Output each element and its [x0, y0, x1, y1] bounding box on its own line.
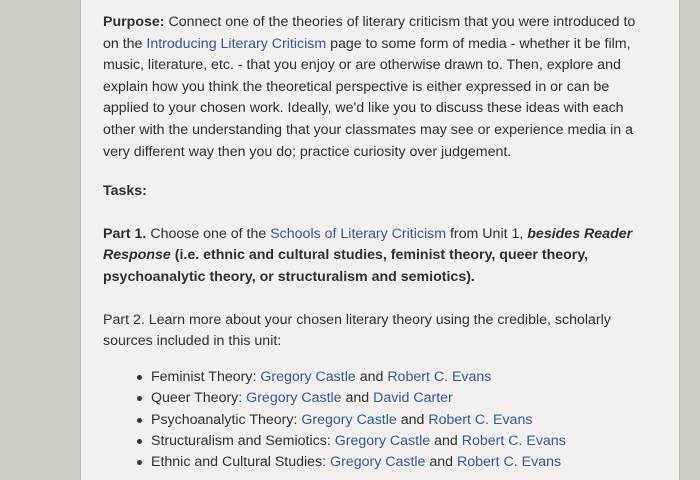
sources-list: [103, 367, 643, 474]
part2-text: Learn more about your chosen literary theory using the credible, scholarly sources included in this unit:: [103, 311, 611, 350]
source-and: and: [355, 368, 388, 385]
list-item: [103, 388, 643, 409]
part1-besides: besides Reader Response: [103, 225, 633, 264]
list-item: [103, 410, 643, 431]
tasks-heading: Tasks:: [103, 183, 147, 200]
source-label: Feminist Theory:: [151, 368, 257, 385]
part1-paragraph: [103, 224, 643, 289]
source-link[interactable]: Gregory Castle: [260, 368, 356, 385]
source-and: and: [425, 454, 458, 471]
part2-paragraph: [103, 310, 643, 353]
list-item: [103, 367, 643, 388]
source-label: Structuralism and Semiotics:: [151, 432, 331, 449]
source-label: Ethnic and Cultural Studies:: [151, 454, 327, 471]
source-link[interactable]: Gregory Castle: [330, 454, 426, 471]
source-and: and: [396, 411, 429, 428]
assignment-page: [80, 0, 680, 480]
source-link[interactable]: Robert C. Evans: [428, 411, 533, 428]
part1-text-3: (i.e. ethnic and cultural studies, feminist theory, queer theory, psychoanalytic theory, or structuralism and semiotics).: [103, 247, 589, 285]
purpose-label: Purpose:: [103, 14, 165, 30]
part1-label: Part 1.: [103, 225, 147, 242]
source-link[interactable]: Robert C. Evans: [461, 432, 566, 449]
purpose-text-2: page to some form of media - whether it be film, music, literature, etc. - that you enjoy or are otherwise drawn to. Then, explore and explain how you think the theoretical perspective is either expressed in or can be applied to your chosen work. Ideally, we'd like you to discuss these ideas with each other with the understanding that your classmates may see or experience media in a very different way then you do; practice curiosity over judgement.: [103, 35, 633, 160]
schools-of-literary-criticism-link[interactable]: Schools of Literary Criticism: [270, 225, 447, 242]
source-link[interactable]: Gregory Castle: [334, 432, 431, 449]
list-item: [103, 431, 643, 452]
source-label: Psychoanalytic Theory:: [151, 411, 298, 428]
part1-text-2: from Unit 1,: [446, 225, 528, 242]
source-link[interactable]: Robert C. Evans: [387, 368, 492, 385]
part2-label: Part 2.: [103, 311, 145, 328]
assignment-content: [103, 12, 643, 474]
purpose-text-1: Connect one of the theories of literary criticism that you were introduced to on the: [103, 14, 636, 52]
source-link[interactable]: Robert C. Evans: [457, 454, 562, 471]
source-and: and: [430, 432, 462, 449]
source-link[interactable]: David Carter: [373, 390, 453, 407]
list-item: [103, 452, 643, 473]
source-and: and: [341, 390, 374, 407]
source-link[interactable]: Gregory Castle: [301, 411, 397, 428]
part1-text-1: Choose one of the: [146, 225, 271, 242]
introducing-literary-criticism-link[interactable]: Introducing Literary Criticism: [146, 35, 327, 52]
source-label: Queer Theory:: [151, 390, 243, 407]
purpose-paragraph: [103, 12, 643, 163]
source-link[interactable]: Gregory Castle: [246, 390, 342, 407]
